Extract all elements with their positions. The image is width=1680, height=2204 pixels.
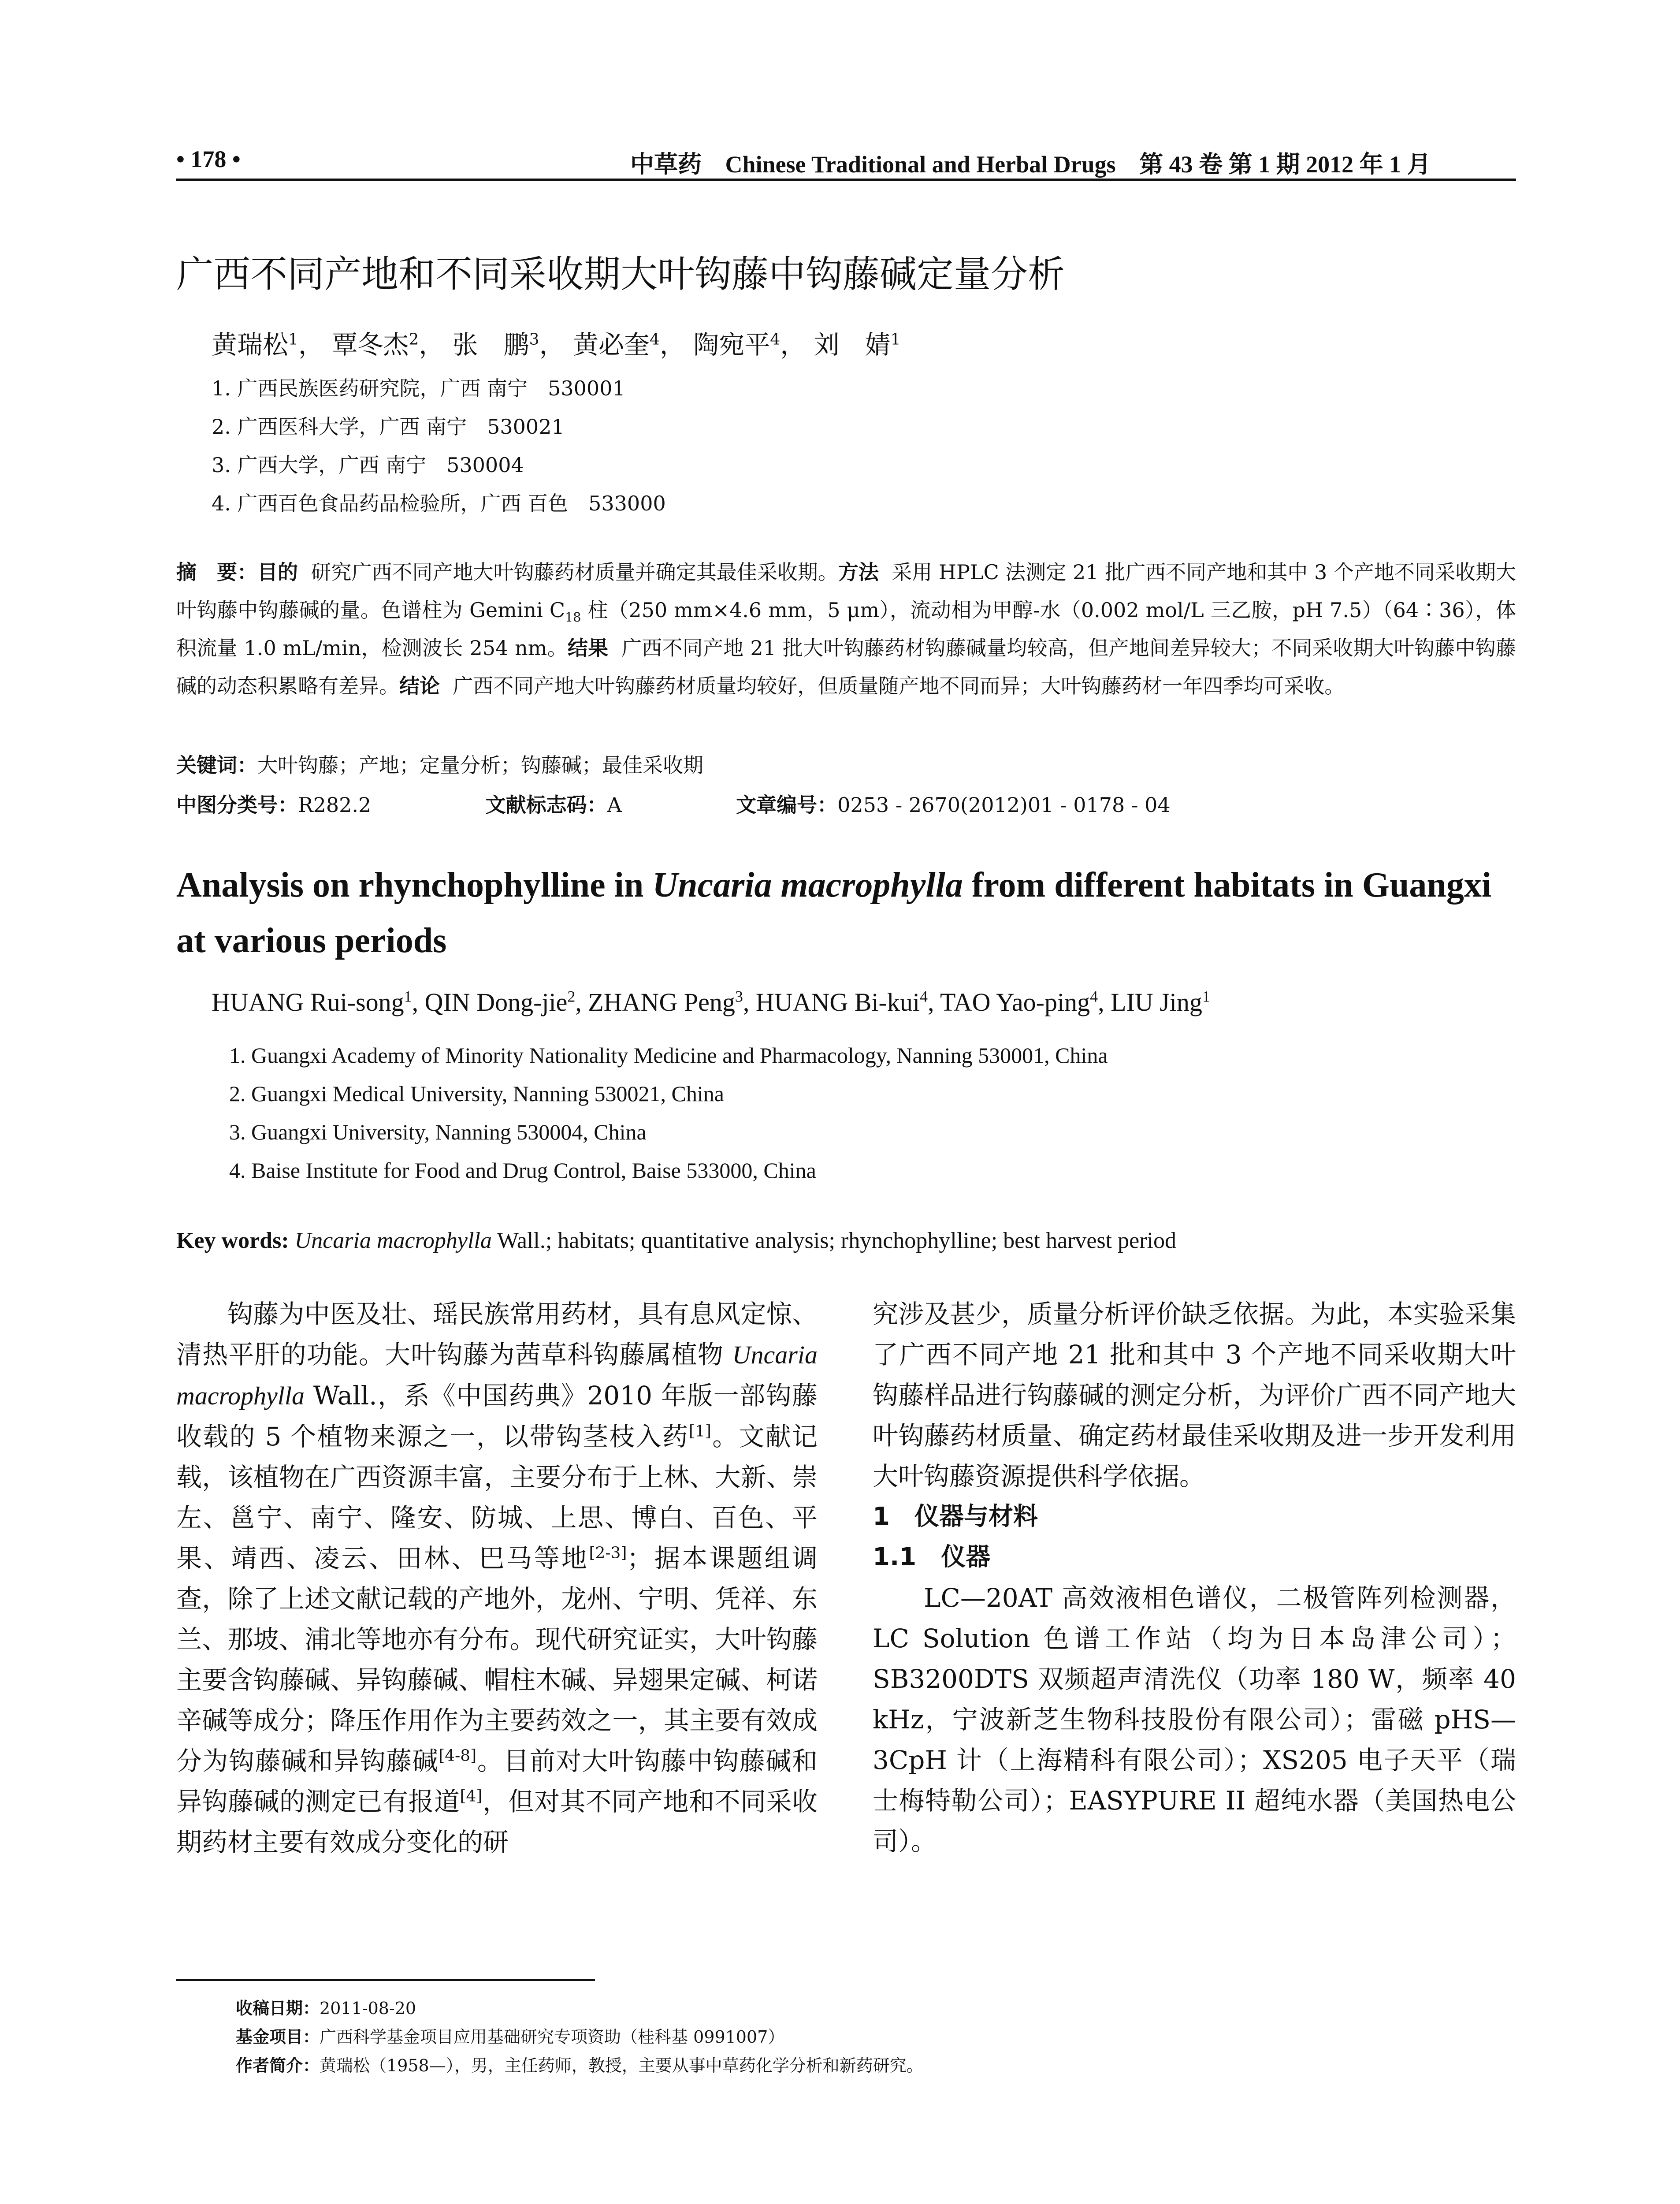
method-text-cont: 柱（250 mm×4.6 mm，5 μm），流动相为甲醇-水（0.002 mol/L 三乙胺，pH 7.5）（64∶36），体积流量 1.0 mL/min，检测波长 254 nm。 <box>176 598 1516 660</box>
journal-name-cn: 中草药 <box>630 150 702 178</box>
paper-title-en <box>176 857 1516 968</box>
intro-paragraph <box>176 1294 818 1862</box>
author-mark: 4 <box>650 330 660 349</box>
author-mark: 3 <box>735 987 743 1005</box>
clc-label: 中图分类号： <box>176 793 298 817</box>
journal-info <box>630 145 1431 179</box>
body-text: 。文献记载，该植物在广西资源丰富，主要分布于上林、大新、崇左、邕宁、南宁、隆安、防城、上思、博白、百色、平果、靖西、凌云、田林、巴马等地 <box>176 1422 818 1573</box>
result-text: 广西不同产地 21 批大叶钩藤药材钩藤碱量均较高，但产地间差异较大；不同采收期大叶钩藤中钩藤碱的动态积累略有差异。 <box>176 636 1516 698</box>
keywords-text: 大叶钩藤；产地；定量分析；钩藤碱；最佳采收期 <box>257 753 703 777</box>
footnote-received <box>236 1995 416 2019</box>
objective-label: 目的 <box>257 560 298 584</box>
author-en: HUANG Rui-song <box>212 988 404 1016</box>
author-en: TAO Yao-ping <box>940 988 1090 1016</box>
running-header <box>176 145 1516 176</box>
paper-title-cn: 广西不同产地和不同采收期大叶钩藤中钩藤碱定量分析 <box>176 253 1065 296</box>
author-mark: 1 <box>404 987 412 1005</box>
footnote-value: 2011-08-20 <box>320 1999 416 2018</box>
affiliation-cn: 3. 广西大学，广西 南宁 530004 <box>212 453 524 477</box>
author-mark: 2 <box>567 987 576 1005</box>
journal-name-en: Chinese Traditional and Herbal Drugs <box>725 151 1116 178</box>
author-cn: 覃冬杰 <box>332 330 409 360</box>
author-en: HUANG Bi-kui <box>755 988 920 1016</box>
author-mark: 1 <box>288 330 298 349</box>
author-en: QIN Dong-jie <box>424 988 568 1016</box>
species-name: Uncaria macrophylla <box>176 1340 818 1410</box>
footnote-rule <box>176 1979 595 1981</box>
body-column-left <box>176 1294 818 1862</box>
article-id-value: 0253 - 2670(2012)01 - 0178 - 04 <box>837 793 1171 817</box>
abstract <box>176 553 1516 705</box>
method-label: 方法 <box>838 560 879 584</box>
result-label: 结果 <box>567 636 609 660</box>
title-en-part: Analysis on rhynchophylline in <box>176 866 653 905</box>
affiliation-cn: 2. 广西医科大学，广西 南宁 530021 <box>212 415 565 439</box>
footnote-value: 黄瑞松（1958—），男，主任药师，教授，主要从事中草药化学分析和新药研究。 <box>320 2056 923 2075</box>
author-mark: 3 <box>529 330 539 349</box>
authors-en: HUANG Rui-song$^1$, QIN Dong-jie$^2$, ZHANG Peng$^3$, HUANG Bi-kui$^4$, TAO Yao-ping$^4$, LIU Jing$^1$ <box>212 987 1210 1016</box>
issue-info: 第 43 卷 第 1 期 2012 年 1 月 <box>1139 151 1431 178</box>
affiliation-en: 1. Guangxi Academy of Minority Nationality Medicine and Pharmacology, Nanning 530001, China <box>229 1043 1108 1068</box>
author-cn: 黄必奎 <box>572 330 650 360</box>
citation: [4] <box>460 1787 483 1806</box>
subsection-heading: 1.1 仪器 <box>873 1543 991 1571</box>
keywords-en <box>176 1228 1176 1254</box>
doc-code-value: A <box>607 793 622 817</box>
body-column-right <box>873 1294 1516 1861</box>
objective-text: 研究广西不同产地大叶钩藤药材质量并确定其最佳采收期。 <box>311 560 838 584</box>
section-heading: 1 仪器与材料 <box>873 1502 1038 1531</box>
classification-line <box>176 789 1171 818</box>
body-text: ，但对其不同产地和不同采收期药材主要有效成分变化的研 <box>176 1787 818 1857</box>
keywords-cn <box>176 749 703 778</box>
footnote-label: 作者简介： <box>236 2056 320 2075</box>
citation: [4-8] <box>439 1746 477 1765</box>
keywords-en-species: Uncaria macrophylla <box>294 1228 492 1253</box>
keywords-en-text: Wall.; habitats; quantitative analysis; rhynchophylline; best harvest period <box>491 1228 1176 1253</box>
footnote-funding <box>236 2023 784 2048</box>
footnote-label: 收稿日期： <box>236 1999 320 2018</box>
keywords-en-label: Key words: <box>176 1228 289 1253</box>
affiliation-cn: 1. 广西民族医药研究院，广西 南宁 530001 <box>212 376 625 400</box>
author-cn: 张 鹏 <box>452 330 529 360</box>
body-text: 。目前对大叶钩藤中钩藤碱和异钩藤碱的测定已有报道 <box>176 1746 818 1817</box>
citation: [1] <box>689 1422 711 1441</box>
body-text: Wall.，系《中国药典》2010 年版一部钩藤收载的 5 个植物来源之一，以带钩茎枝入药 <box>176 1381 818 1452</box>
instruments-paragraph: LC—20AT 高效液相色谱仪，二极管阵列检测器，LC Solution 色谱工作站（均为日本岛津公司）；SB3200DTS 双频超声清洗仪（功率 180 W，频率 40 kHz，宁波新芝生物科技股份有限公司）；雷磁 pHS—3CpH 计（上海精科有限公司）；XS205 电子天平（瑞士梅特勒公司）；EASYPURE II 超纯水器（美国热电公司）。 <box>873 1583 1516 1856</box>
author-cn: 刘 婧 <box>814 330 891 360</box>
clc-value: R282.2 <box>298 793 372 817</box>
article-id-label: 文章编号： <box>736 793 838 817</box>
intro-paragraph-cont: 究涉及甚少，质量分析评价缺乏依据。为此，本实验采集了广西不同产地 21 批和其中 3 个产地不同采收期大叶钩藤样品进行钩藤碱的测定分析，为评价广西不同产地大叶钩藤药材质量、确定药材最佳采收期及进一步开发利用大叶钩藤资源提供科学依据。 <box>873 1299 1516 1491</box>
page-number: • 178 • <box>176 146 241 172</box>
body-text: 钩藤为中医及壮、瑶民族常用药材，具有息风定惊、清热平肝的功能。大叶钩藤为茜草科钩藤属植物 <box>176 1299 818 1370</box>
authors-cn: 黄瑞松$^1$， 覃冬杰$^2$， 张 鹏$^3$， 黄必奎$^4$， 陶宛平$^4$， 刘 婧$^1$ <box>212 330 901 360</box>
body-text: ；据本课题组调查，除了上述文献记载的产地外，龙州、宁明、凭祥、东兰、那坡、浦北等地亦有分布。现代研究证实，大叶钩藤主要含钩藤碱、异钩藤碱、帽柱木碱、异翅果定碱、柯诺辛碱等成分；降压作用作为主要药效之一，其主要有效成分为钩藤碱和异钩藤碱 <box>176 1543 818 1776</box>
affiliation-en: 4. Baise Institute for Food and Drug Control, Baise 533000, China <box>229 1158 816 1183</box>
citation: [2-3] <box>589 1544 627 1562</box>
header-rule <box>176 179 1516 181</box>
author-mark: 4 <box>770 330 781 349</box>
footnote-author-bio <box>236 2052 923 2076</box>
affiliation-en: 2. Guangxi Medical University, Nanning 530021, China <box>229 1081 724 1106</box>
author-mark: 1 <box>1202 987 1210 1005</box>
author-mark: 4 <box>1090 987 1098 1005</box>
author-en: ZHANG Peng <box>588 988 735 1016</box>
abstract-label: 摘 要： <box>176 560 258 584</box>
footnote-label: 基金项目： <box>236 2027 320 2047</box>
conclusion-text: 广西不同产地大叶钩藤药材质量均较好，但质量随产地不同而异；大叶钩藤药材一年四季均可采收。 <box>453 674 1345 698</box>
footnote-value: 广西科学基金项目应用基础研究专项资助（桂科基 0991007） <box>320 2027 785 2047</box>
keywords-label: 关键词： <box>176 753 257 777</box>
title-en-species: Uncaria macrophylla <box>652 866 963 905</box>
conclusion-label: 结论 <box>399 674 440 698</box>
author-cn: 黄瑞松 <box>212 330 289 360</box>
author-mark: 4 <box>920 987 928 1005</box>
title-en-part: from different habitats in Guangxi at various periods <box>176 866 1492 960</box>
method-text: 采用 HPLC 法测定 21 批广西不同产地和其中 3 个产地不同采收期大叶钩藤中钩藤碱的量。色谱柱为 Gemini C <box>176 560 1516 622</box>
author-mark: 2 <box>409 330 419 349</box>
column-subscript: 18 <box>565 610 581 625</box>
author-cn: 陶宛平 <box>693 330 770 360</box>
author-mark: 1 <box>890 330 901 349</box>
affiliation-en: 3. Guangxi University, Nanning 530004, China <box>229 1120 647 1144</box>
doc-code-label: 文献标志码： <box>485 793 607 817</box>
affiliation-cn: 4. 广西百色食品药品检验所，广西 百色 533000 <box>212 491 666 515</box>
author-en: LIU Jing <box>1111 988 1202 1016</box>
